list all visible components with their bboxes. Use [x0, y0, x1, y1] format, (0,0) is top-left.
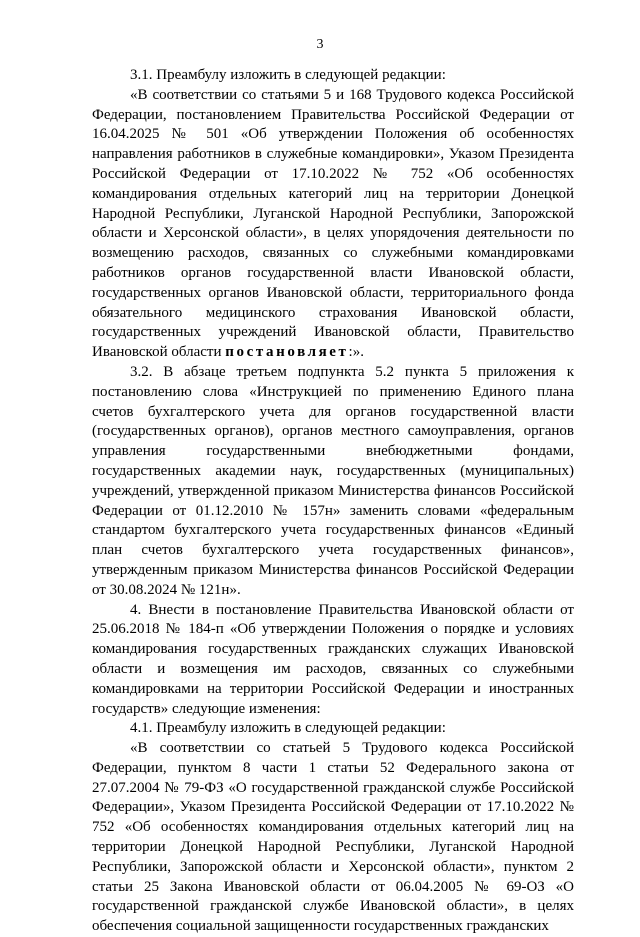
page-number: 3: [316, 37, 324, 52]
paragraph-tail: :».: [348, 344, 364, 361]
paragraph-4: 4. Внести в постановление Правительства Ивановской области от 25.06.2018 № 184-п «Об утверждении Положения о порядке и условиях командирования государственных гражданских служащих Ивановской области и возмещения им расходов, связанных со служебными командировками на территории Российской Федерации и иностранных государств» следующие изменения:: [92, 601, 574, 717]
paragraph-4-1: 4.1. Преамбулу изложить в следующей редакции:: [130, 720, 446, 737]
paragraph-4-1-preamble: «В соответствии со статьей 5 Трудового кодекса Российской Федерации, пунктом 8 части 1 статьи 52 Федерального закона от 27.07.2004 № 79-ФЗ «О государственной гражданской службе Российской Федерации», Указом Президента Российской Федерации от 17.10.2022 № 752 «Об особенностях командирования отдельных категорий лиц на территории Донецкой Народной Республики, Луганской Народной Республики, Запорожской области и Херсонской области», пунктом 2 статьи 25 Закона Ивановской области от 06.04.2005 № 69-ОЗ «О государственной гражданской службе Ивановской области», в целях обеспечения социальной защищенности государственных гражданских: [92, 740, 574, 935]
paragraph-3-1-preamble: [92, 86, 574, 363]
paragraph-3-2: 3.2. В абзаце третьем подпункта 5.2 пункта 5 приложения к постановлению слова «Инструкцией по применению Единого плана счетов бухгалтерского учета для органов государственной власти (государственных органов), органов местного самоуправления, органов управления государственными внебюджетными фондами, государственных академии наук, государственных (муниципальных) учреждений, утвержденной приказом Министерства финансов Российской Федерации от 01.12.2010 № 157н» заменить словами «федеральным стандартом бухгалтерского учета государственных финансов «Единый план счетов бухгалтерского учета государственных финансов», утвержденным приказом Министерства финансов Российской Федерации от 30.08.2024 № 121н».: [92, 363, 574, 598]
paragraph-text: «В соответствии со статьями 5 и 168 Трудового кодекса Российской Федерации, постановлением Правительства Российской Федерации от 16.04.2025 № 501 «Об утверждении Положения об особенностях направления работников в служебные командировки», Указом Президента Российской Федерации от 17.10.2022 № 752 «Об особенностях командирования отдельных категорий лиц на территории Донецкой Народной Республики, Луганской Народной Республики, Запорожской области и Херсонской области», в целях упорядочения деятельности по возмещению расходов, связанных со служебными командировками работников органов государственной власти Ивановской области, государственных органов Ивановской области, территориального фонда обязательного медицинского страхования Ивановской области, государственных учреждений Ивановской области, Правительство Ивановской области: [92, 86, 574, 361]
emphasized-word: постановляет: [225, 344, 349, 361]
document-body: [92, 66, 574, 937]
paragraph-3-1: 3.1. Преамбулу изложить в следующей редакции:: [130, 67, 446, 83]
